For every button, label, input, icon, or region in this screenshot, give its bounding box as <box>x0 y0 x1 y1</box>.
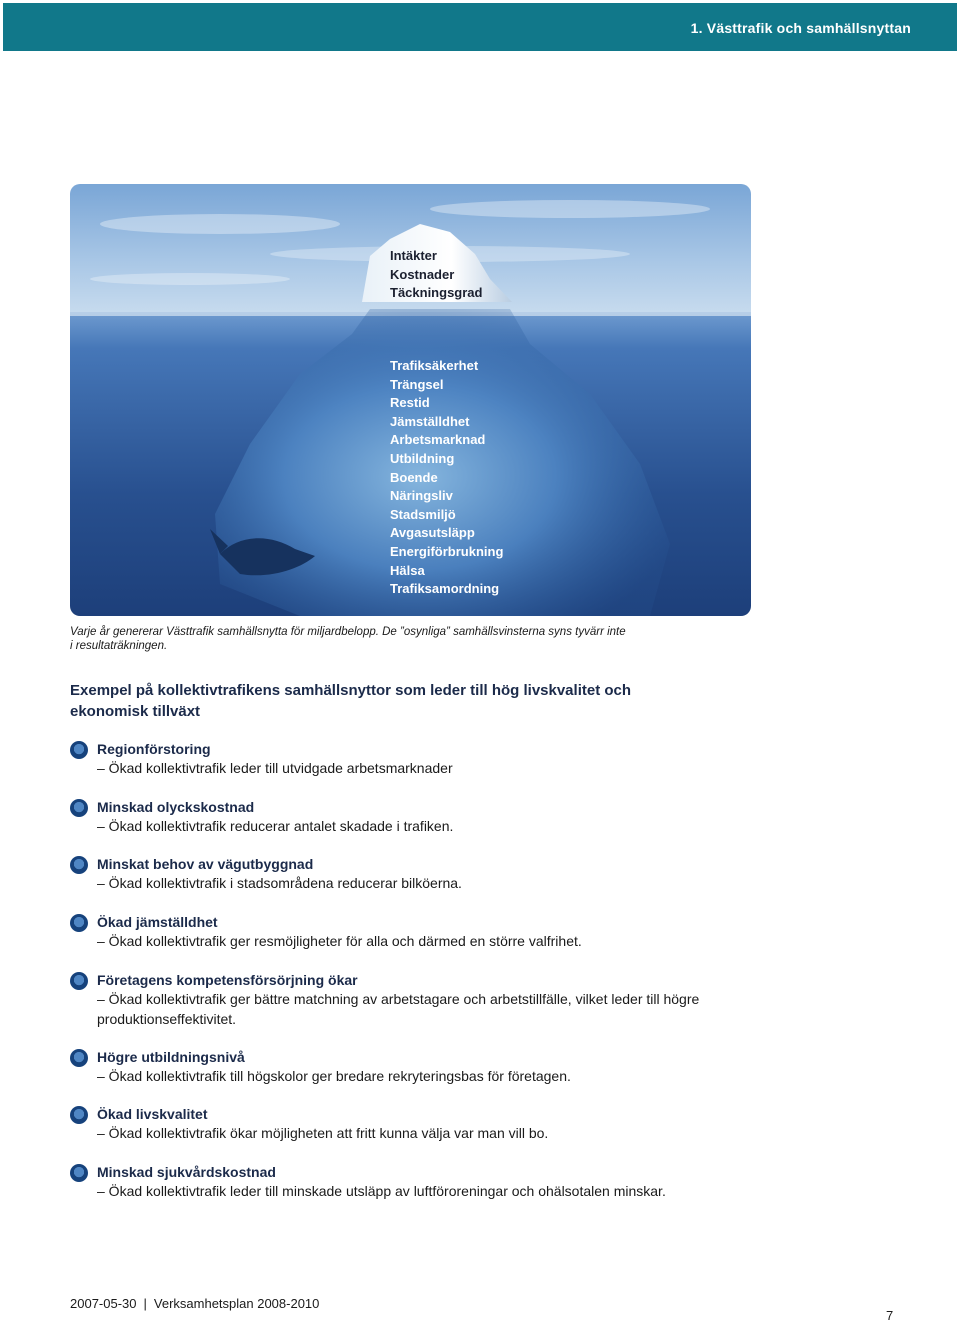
below-water-label: Arbetsmarknad <box>390 432 486 448</box>
above-water-labels <box>390 247 482 303</box>
below-water-label: Avgasutsläpp <box>390 525 475 541</box>
iceberg-illustration <box>70 184 751 616</box>
section-heading: Exempel på kollektivtrafikens samhällsnyttor som leder till hög livskvalitet och ekonomisk tillväxt <box>70 682 632 720</box>
benefit-item <box>70 1163 790 1202</box>
header-bar <box>3 3 957 51</box>
page-number: 7 <box>886 1308 894 1323</box>
benefit-title: Högre utbildningsnivå <box>97 1049 245 1065</box>
above-water-label: Intäkter <box>390 248 437 263</box>
below-water-label: Trafiksamordning <box>390 581 500 597</box>
below-water-label: Trafiksäkerhet <box>390 358 479 373</box>
benefit-description: – Ökad kollektivtrafik reducerar antalet skadade i trafiken. <box>97 818 454 834</box>
below-water-label: Energiförbrukning <box>390 543 504 559</box>
benefit-description: – Ökad kollektivtrafik i stadsområdena reducerar bilköerna. <box>97 875 462 891</box>
below-water-label: Restid <box>390 395 430 411</box>
benefit-title: Ökad jämställdhet <box>97 914 218 930</box>
bullet-circle-icon <box>70 1049 88 1067</box>
below-water-label: Jämställdhet <box>390 413 470 429</box>
bullet-circle-icon <box>70 1164 88 1182</box>
bullet-circle-icon <box>70 914 88 932</box>
benefit-description: – Ökad kollektivtrafik ökar möjligheten att fritt kunna välja var man vill bo. <box>97 1125 549 1141</box>
above-water-label: Täckningsgrad <box>390 285 483 300</box>
benefit-item <box>70 855 790 894</box>
benefit-description: – Ökad kollektivtrafik ger bättre matchning av arbetstagare och arbetstillfälle, vilket leder till högre produktionseffektivitet. <box>97 991 700 1027</box>
benefit-item <box>70 913 790 952</box>
benefit-description: – Ökad kollektivtrafik till högskolor ger bredare rekryteringsbas för företagen. <box>97 1068 571 1084</box>
below-water-label: Trängsel <box>390 376 444 392</box>
benefit-item <box>70 1105 790 1144</box>
benefit-description: – Ökad kollektivtrafik leder till utvidgade arbetsmarknader <box>97 760 453 776</box>
benefit-item <box>70 971 790 1029</box>
bullet-circle-icon <box>70 856 88 874</box>
footer-separator: | <box>143 1296 147 1311</box>
benefit-title: Minskad olyckskostnad <box>97 799 255 815</box>
benefit-title: Regionförstoring <box>97 741 211 757</box>
above-water-label: Kostnader <box>390 266 455 282</box>
below-water-label: Utbildning <box>390 450 455 466</box>
below-water-labels <box>390 357 503 599</box>
bullet-circle-icon <box>70 799 88 817</box>
benefit-item <box>70 1048 790 1087</box>
footer <box>70 1296 319 1311</box>
figure-caption: Varje år genererar Västtrafik samhällsnytta för miljardbelopp. De ”osynliga” samhällsvinsterna syns tyvärr inte i resultaträkningen. <box>70 626 626 652</box>
benefit-item <box>70 798 790 837</box>
below-water-label: Stadsmiljö <box>390 506 456 522</box>
footer-document-title: Verksamhetsplan 2008-2010 <box>153 1296 320 1311</box>
benefit-description: – Ökad kollektivtrafik leder till minskade utsläpp av luftföroreningar och ohälsotalen minskar. <box>97 1183 666 1199</box>
benefit-title: Minskat behov av vägutbyggnad <box>97 856 314 872</box>
below-water-label: Näringsliv <box>390 488 453 504</box>
bullet-circle-icon <box>70 972 88 990</box>
benefit-description: – Ökad kollektivtrafik ger resmöjligheter för alla och därmed en större valfrihet. <box>97 933 582 949</box>
chapter-title: 1. Västtrafik och samhällsnyttan <box>690 20 911 36</box>
benefit-item <box>70 740 790 779</box>
below-water-label: Boende <box>390 469 438 485</box>
benefit-title: Ökad livskvalitet <box>97 1106 208 1122</box>
bullet-circle-icon <box>70 1106 88 1124</box>
benefit-title: Minskad sjukvårdskostnad <box>97 1164 276 1180</box>
below-water-label: Hälsa <box>390 562 425 578</box>
bullet-circle-icon <box>70 741 88 759</box>
benefit-title: Företagens kompetensförsörjning ökar <box>97 972 358 988</box>
footer-date: 2007-05-30 <box>70 1296 137 1311</box>
